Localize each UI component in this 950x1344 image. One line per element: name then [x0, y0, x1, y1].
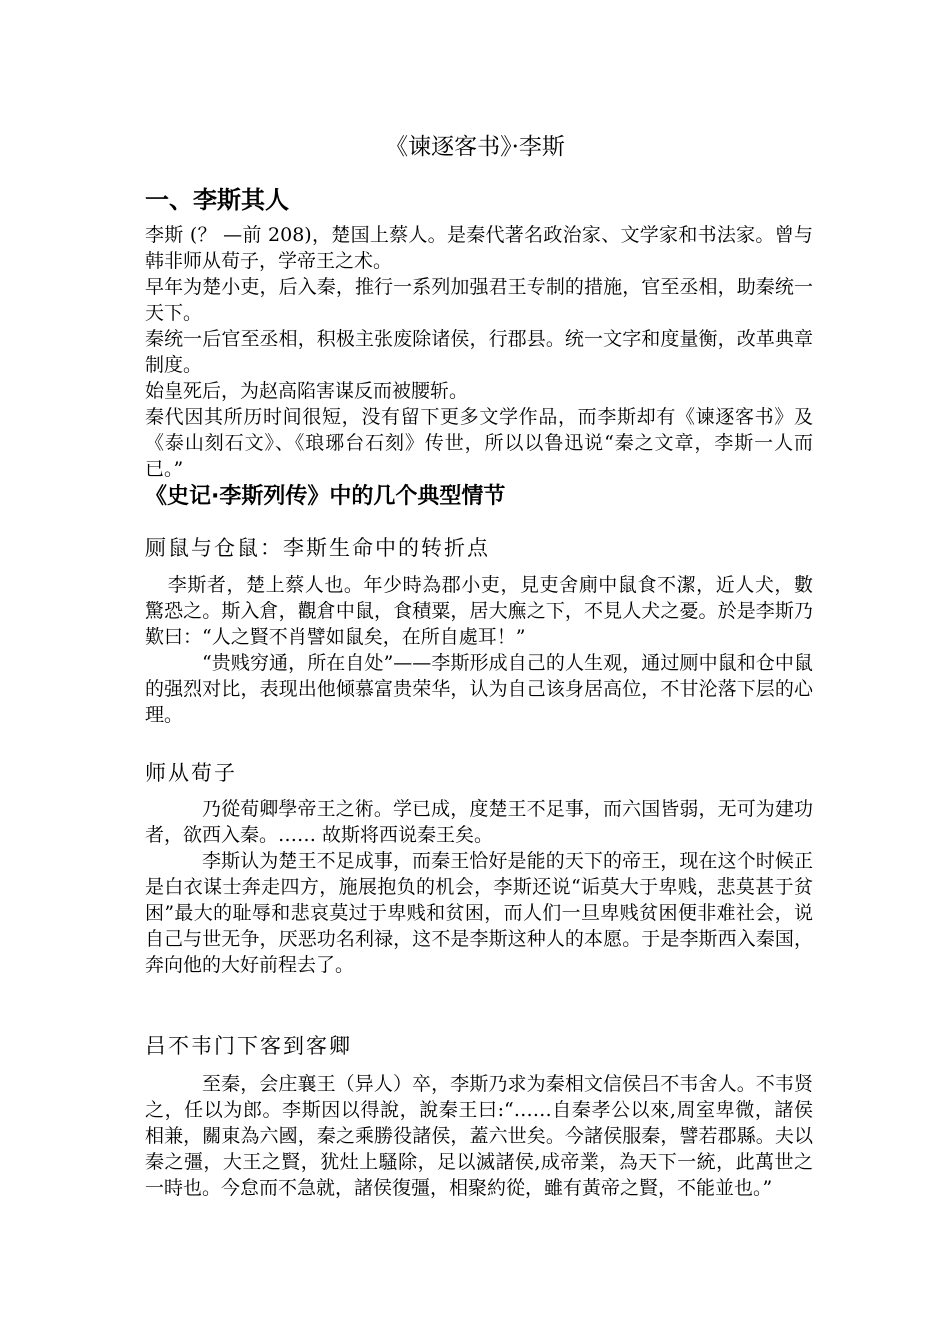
episode-paragraph: “贵贱穷通，所在自处”——李斯形成自己的人生观，通过厕中鼠和仓中鼠的强烈对比，表现出他倾慕富贵荣华，认为自己该身居高位，不甘沦落下层的心理。	[145, 652, 813, 726]
episode-lv-buwei-body	[145, 1071, 813, 1201]
episode-xunzi-body	[145, 796, 813, 978]
episode-paragraph: 李斯认为楚王不足成事，而秦王恰好是能的天下的帝王，现在这个时候正是白衣谋士奔走四方，施展抱负的机会，李斯还说“诟莫大于卑贱，悲莫甚于贫困”最大的耻辱和悲哀莫过于卑贱和贫困，而人们一旦卑贱贫困便非难社会，说自己与世无争，厌恶功名利禄，这不是李斯这种人的本愿。于是李斯西入秦国，奔向他的大好前程去了。	[145, 850, 813, 976]
document-title: 《谏逐客书》·李斯	[385, 134, 565, 160]
bio-paragraph: 始皇死后，为赵高陷害谋反而被腰斩。	[145, 380, 469, 402]
episode-heading-xunzi: 师从荀子	[145, 761, 237, 785]
section-heading-shiji: 《史记·李斯列传》中的几个典型情节	[145, 484, 506, 509]
episode-heading-rats: 厕鼠与仓鼠：李斯生命中的转折点	[145, 536, 490, 560]
episode-paragraph: 至秦，会庄襄王（异人）卒，李斯乃求为秦相文信侯吕不韦舍人。不韦贤之，任以为郎。李斯因以得說，說秦王曰:“……自秦孝公以來,周室卑微，諸侯相兼，關東為六國，秦之乘勝役諸侯，蓋六世矣。今諸侯服秦，譬若郡縣。夫以秦之彊，大王之賢，犹灶上騷除，足以滅諸侯,成帝業，為天下一統，此萬世之一時也。今怠而不急就，諸侯復彊，相聚約從，雖有黃帝之賢，不能並也。”	[145, 1073, 813, 1199]
episode-heading-lv-buwei: 吕不韦门下客到客卿	[145, 1034, 352, 1058]
episode-paragraph: 乃從荀卿學帝王之術。学已成，度楚王不足事，而六国皆弱，无可为建功者，欲西入秦。…… 故斯将西说秦王矣。	[145, 798, 813, 846]
section-li-si-bio	[145, 222, 813, 482]
episode-paragraph: 李斯者，楚上蔡人也。年少時為郡小吏，見吏舍廁中鼠食不潔，近人犬，數驚恐之。斯入倉，觀倉中鼠，食積粟，居大廡之下，不見人犬之憂。於是李斯乃歎曰：“人之賢不肖譬如鼠矣，在所自處耳！”	[145, 574, 813, 648]
bio-paragraph: 李斯 (？ —前 208)，楚国上蔡人。是秦代著名政治家、文学家和书法家。曾与韩非师从荀子，学帝王之术。	[145, 224, 813, 272]
bio-paragraph: 早年为楚小吏，后入秦，推行一系列加强君王专制的措施，官至丞相，助秦统一天下。	[145, 276, 813, 324]
episode-rats-body	[145, 572, 813, 728]
section-heading-li-si: 一、李斯其人	[145, 186, 289, 214]
bio-paragraph: 秦代因其所历时间很短，没有留下更多文学作品，而李斯却有《谏逐客书》及《泰山刻石文》、《琅琊台石刻》传世，所以以鲁迅说“秦之文章，李斯一人而已。”	[145, 406, 813, 480]
bio-paragraph: 秦统一后官至丞相，积极主张废除诸侯，行郡县。统一文字和度量衡，改革典章制度。	[145, 328, 813, 376]
